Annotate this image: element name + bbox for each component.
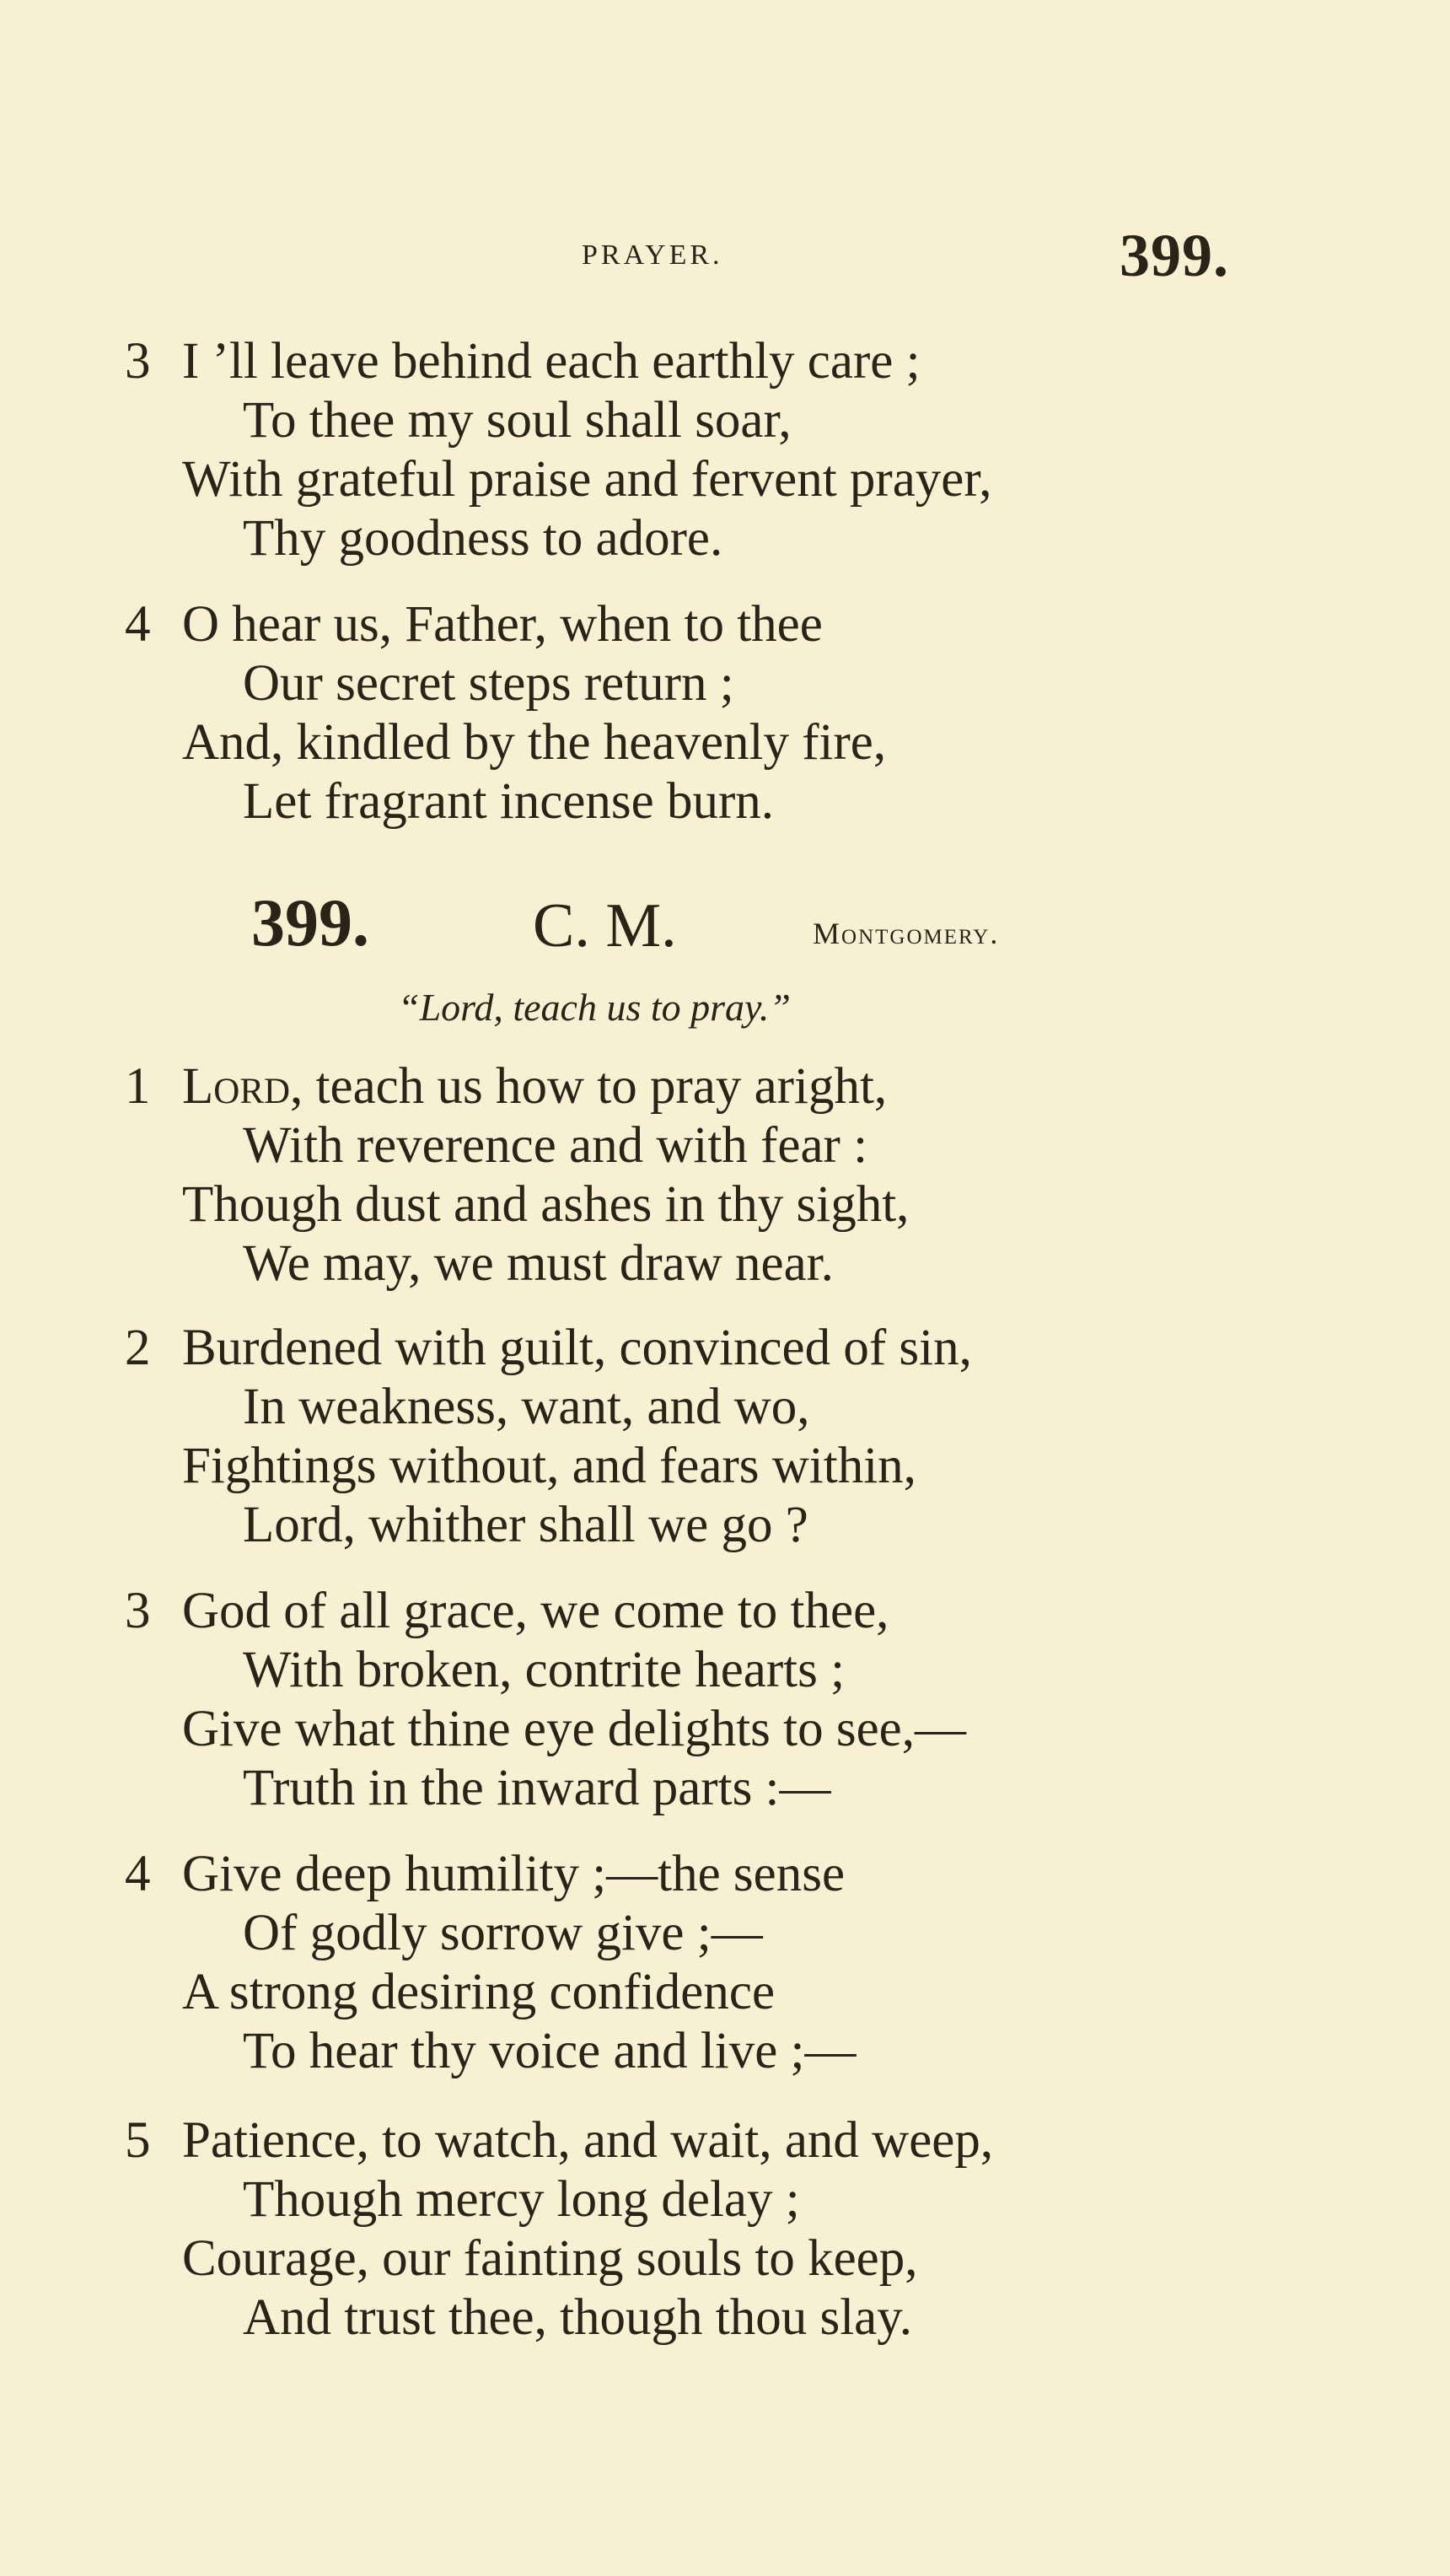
stanza-number: 3 bbox=[125, 1583, 151, 1639]
stanza-line: Let fragrant incense burn. bbox=[243, 773, 775, 830]
stanza-line: In weakness, want, and wo, bbox=[243, 1379, 810, 1435]
stanza-number: 1 bbox=[125, 1058, 151, 1115]
stanza-line: Fightings without, and fears within, bbox=[182, 1438, 916, 1494]
first-line-rest: teach us how to pray aright, bbox=[303, 1058, 888, 1115]
stanza-number: 5 bbox=[125, 2112, 151, 2169]
stanza-line: Our secret steps return ; bbox=[243, 655, 734, 712]
stanza-line: Give deep humility ;—the sense bbox=[182, 1846, 846, 1902]
stanza-number: 4 bbox=[125, 596, 151, 653]
stanza-line: Give what thine eye delights to see,— bbox=[182, 1701, 967, 1757]
stanza-number: 3 bbox=[125, 333, 151, 390]
stanza-line: God of all grace, we come to thee, bbox=[182, 1583, 889, 1639]
hymn-meter: C. M. bbox=[533, 891, 677, 960]
stanza-line: And trust thee, though thou slay. bbox=[243, 2289, 913, 2346]
stanza-line: Patience, to watch, and wait, and weep, bbox=[182, 2112, 994, 2169]
hymn-author: Montgomery. bbox=[813, 917, 1000, 950]
stanza-line: I ’ll leave behind each earthly care ; bbox=[182, 333, 921, 390]
stanza-line: Though dust and ashes in thy sight, bbox=[182, 1176, 910, 1233]
page-number: 399. bbox=[1120, 222, 1229, 289]
stanza-line: We may, we must draw near. bbox=[243, 1235, 834, 1292]
stanza-number: 2 bbox=[125, 1320, 151, 1376]
hymn-number: 399. bbox=[251, 886, 369, 960]
stanza-line: To hear thy voice and live ;— bbox=[243, 2023, 857, 2079]
stanza-line: To thee my soul shall soar, bbox=[243, 392, 792, 449]
stanza-line: Thy goodness to adore. bbox=[243, 510, 723, 567]
stanza-line: With broken, contrite hearts ; bbox=[243, 1642, 846, 1698]
stanza-line: Courage, our fainting souls to keep, bbox=[182, 2230, 918, 2287]
hymn-heading bbox=[0, 885, 1450, 961]
running-title: PRAYER. bbox=[582, 239, 723, 271]
stanza-line: Truth in the inward parts :— bbox=[243, 1760, 831, 1816]
stanza-line: And, kindled by the heavenly fire, bbox=[182, 714, 887, 771]
stanza-number: 4 bbox=[125, 1846, 151, 1902]
stanza-line: Though mercy long delay ; bbox=[243, 2171, 800, 2228]
hymn-subtitle: “Lord, teach us to pray.” bbox=[398, 986, 792, 1029]
first-word: Lord, bbox=[182, 1058, 303, 1115]
stanza-line: Lord, whither shall we go ? bbox=[243, 1497, 808, 1553]
stanza-line: O hear us, Father, when to thee bbox=[182, 596, 823, 653]
stanza-line: Burdened with guilt, convinced of sin, bbox=[182, 1320, 972, 1376]
stanza-line bbox=[182, 1058, 888, 1115]
stanza-line: With grateful praise and fervent prayer, bbox=[182, 451, 992, 508]
stanza-line: With reverence and with fear : bbox=[243, 1117, 868, 1174]
running-head bbox=[0, 221, 1450, 288]
stanza-line: Of godly sorrow give ;— bbox=[243, 1905, 763, 1961]
stanza-line: A strong desiring confidence bbox=[182, 1964, 776, 2020]
